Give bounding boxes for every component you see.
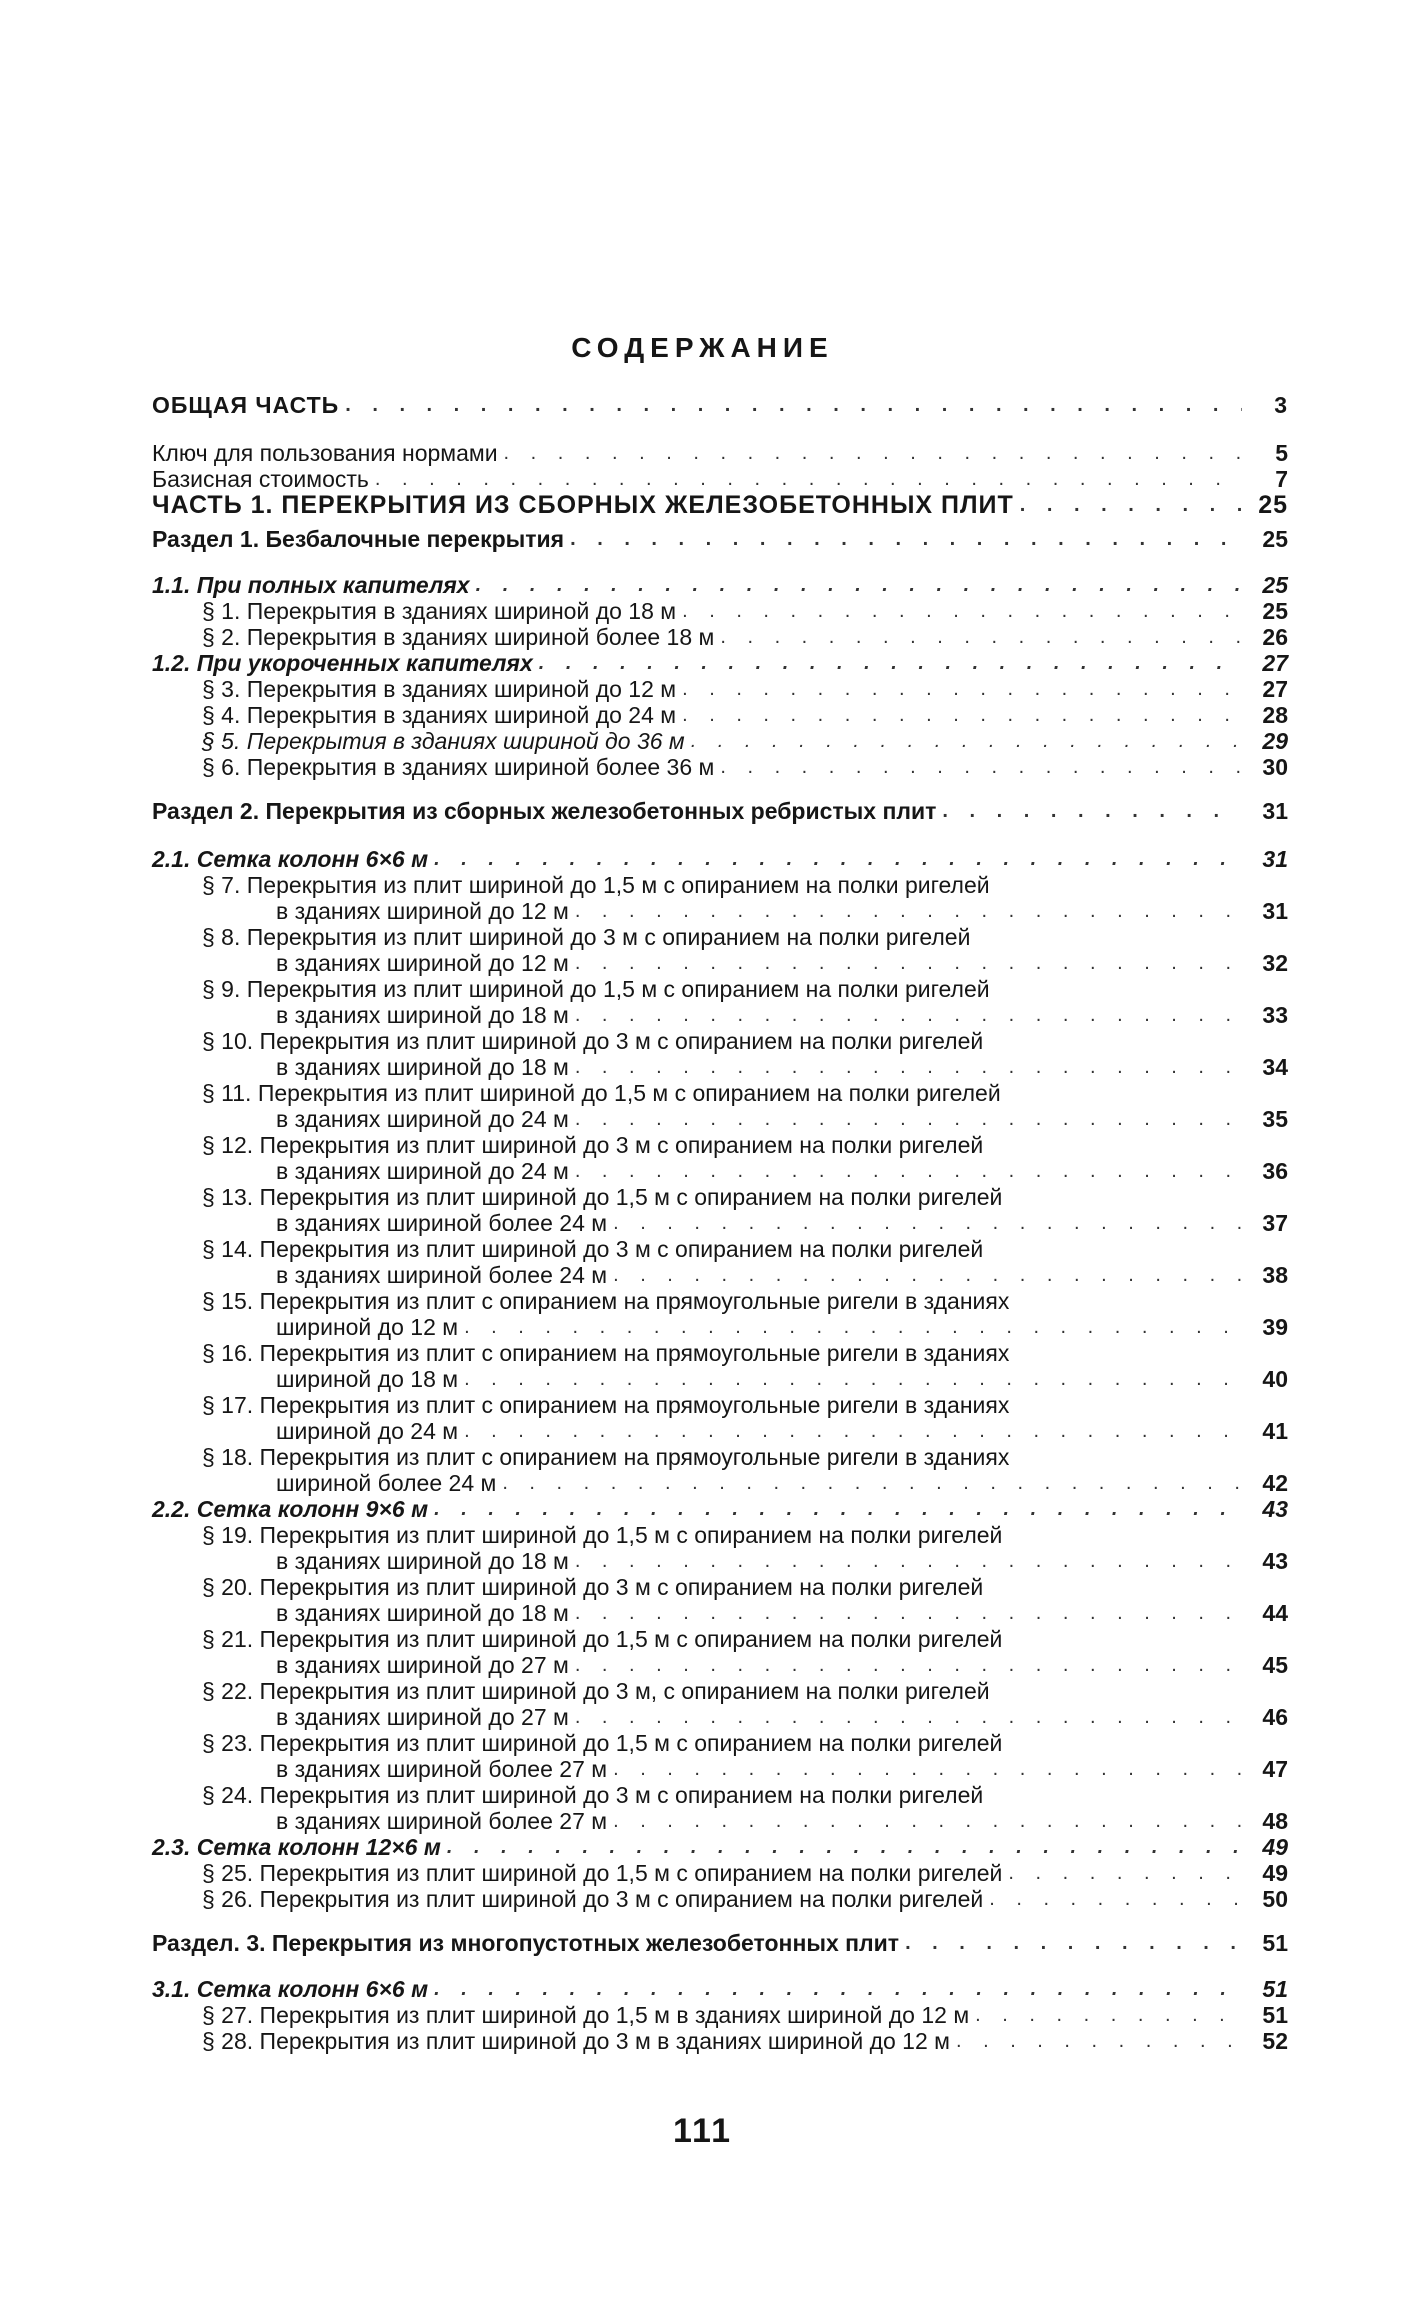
toc-entry-cont: в зданиях шириной более 24 м bbox=[276, 1262, 608, 1288]
toc-entry bbox=[152, 950, 1288, 976]
toc-entry-text: 3.1. Сетка колонн 6×6 м bbox=[152, 1976, 429, 2002]
toc-entry-cont: шириной до 12 м bbox=[276, 1314, 459, 1340]
toc-entry-page: 40 bbox=[1262, 1366, 1288, 1392]
toc-entry-page: 51 bbox=[1262, 1976, 1288, 2002]
toc-entry-page: 45 bbox=[1262, 1652, 1288, 1678]
toc-entry-page: 3 bbox=[1274, 392, 1288, 418]
toc-entry bbox=[152, 1652, 1288, 1678]
toc-entry-page: 35 bbox=[1262, 1106, 1288, 1132]
toc-entry-page: 43 bbox=[1262, 1548, 1288, 1574]
toc-entry-page: 31 bbox=[1262, 798, 1288, 824]
toc-entry bbox=[152, 728, 1288, 754]
toc-entry-page: 51 bbox=[1262, 1930, 1288, 1956]
toc-entry-page: 48 bbox=[1262, 1808, 1288, 1834]
toc-entry-page: 51 bbox=[1262, 2002, 1288, 2028]
toc-entry bbox=[152, 1976, 1288, 2002]
toc-entry-text: § 24. Перекрытия из плит шириной до 3 м с опиранием на полки ригелей bbox=[202, 1782, 984, 1808]
toc-entry bbox=[152, 1548, 1288, 1574]
toc-entry-page: 47 bbox=[1262, 1756, 1288, 1782]
toc-entry-text: § 2. Перекрытия в зданиях шириной более 18 м bbox=[202, 624, 715, 650]
toc-entry bbox=[152, 392, 1288, 418]
toc-entry-page: 25 bbox=[1262, 572, 1288, 598]
toc-entry bbox=[152, 440, 1288, 466]
toc-entry-text: § 14. Перекрытия из плит шириной до 3 м с опиранием на полки ригелей bbox=[202, 1236, 984, 1262]
toc-entry-page: 28 bbox=[1262, 702, 1288, 728]
toc-entry-text: § 1. Перекрытия в зданиях шириной до 18 м bbox=[202, 598, 677, 624]
toc-entry-page: 25 bbox=[1258, 491, 1288, 519]
toc-entry-page: 50 bbox=[1262, 1886, 1288, 1912]
toc-entry-page: 5 bbox=[1275, 440, 1288, 466]
toc-entry-text: § 15. Перекрытия из плит с опиранием на прямоугольные ригели в зданиях bbox=[202, 1288, 1010, 1314]
toc-entry-page: 44 bbox=[1262, 1600, 1288, 1626]
toc-entry-cont: шириной более 24 м bbox=[276, 1470, 497, 1496]
toc-entry-text: § 9. Перекрытия из плит шириной до 1,5 м с опиранием на полки ригелей bbox=[202, 976, 990, 1002]
toc-entry-page: 29 bbox=[1262, 728, 1288, 754]
toc-entry-text: Раздел 1. Безбалочные перекрытия bbox=[152, 526, 565, 552]
toc-entry-page: 41 bbox=[1262, 1418, 1288, 1444]
toc-entry bbox=[152, 1496, 1288, 1522]
toc-entry bbox=[152, 898, 1288, 924]
toc-entry bbox=[152, 1210, 1288, 1236]
page-number: 111 bbox=[673, 2112, 732, 2150]
toc-entry-text: § 16. Перекрытия из плит с опиранием на прямоугольные ригели в зданиях bbox=[202, 1340, 1010, 1366]
toc-entry-text: § 26. Перекрытия из плит шириной до 3 м с опиранием на полки ригелей bbox=[202, 1886, 984, 1912]
toc-entry-page: 34 bbox=[1262, 1054, 1288, 1080]
toc-entry-text: § 7. Перекрытия из плит шириной до 1,5 м с опиранием на полки ригелей bbox=[202, 872, 990, 898]
toc-entry bbox=[152, 526, 1288, 552]
toc-entry bbox=[152, 572, 1288, 598]
toc-entry-page: 49 bbox=[1262, 1834, 1288, 1860]
toc-entry-page: 49 bbox=[1262, 1860, 1288, 1886]
toc-entry-page: 33 bbox=[1262, 1002, 1288, 1028]
toc-entry-text: 2.2. Сетка колонн 9×6 м bbox=[152, 1496, 429, 1522]
toc-entry-text: § 27. Перекрытия из плит шириной до 1,5 м в зданиях шириной до 12 м bbox=[202, 2002, 970, 2028]
toc-entry-page: 37 bbox=[1262, 1210, 1288, 1236]
toc-entry bbox=[152, 1834, 1288, 1860]
toc-entry bbox=[152, 846, 1288, 872]
toc-entry-page: 25 bbox=[1262, 598, 1288, 624]
toc-entry-page: 7 bbox=[1275, 466, 1288, 492]
toc-entry bbox=[152, 1704, 1288, 1730]
toc-entry bbox=[152, 466, 1288, 492]
toc-entry-cont: в зданиях шириной до 18 м bbox=[276, 1054, 569, 1080]
toc-entry-text: § 23. Перекрытия из плит шириной до 1,5 м с опиранием на полки ригелей bbox=[202, 1730, 1003, 1756]
toc-entry bbox=[152, 2028, 1288, 2054]
toc-entry bbox=[152, 492, 1288, 518]
toc-entry-text: § 4. Перекрытия в зданиях шириной до 24 м bbox=[202, 702, 677, 728]
toc-entry-text: § 6. Перекрытия в зданиях шириной более 36 м bbox=[202, 754, 715, 780]
toc-entry-cont: в зданиях шириной более 27 м bbox=[276, 1756, 608, 1782]
toc-entry-cont: в зданиях шириной до 24 м bbox=[276, 1158, 569, 1184]
toc-entry bbox=[152, 1366, 1288, 1392]
toc-entry-text: § 10. Перекрытия из плит шириной до 3 м с опиранием на полки ригелей bbox=[202, 1028, 984, 1054]
toc-entry-text: § 12. Перекрытия из плит шириной до 3 м с опиранием на полки ригелей bbox=[202, 1132, 984, 1158]
toc-entry-text: § 22. Перекрытия из плит шириной до 3 м, с опиранием на полки ригелей bbox=[202, 1678, 990, 1704]
toc-entry-page: 52 bbox=[1262, 2028, 1288, 2054]
toc-entry bbox=[152, 754, 1288, 780]
toc-entry bbox=[152, 1158, 1288, 1184]
toc-entry-cont: в зданиях шириной более 24 м bbox=[276, 1210, 608, 1236]
toc-entry-page: 36 bbox=[1262, 1158, 1288, 1184]
toc-entry-text: ЧАСТЬ 1. ПЕРЕКРЫТИЯ ИЗ СБОРНЫХ ЖЕЛЕЗОБЕТОННЫХ ПЛИТ bbox=[152, 491, 1014, 519]
toc-entry-text: § 28. Перекрытия из плит шириной до 3 м в зданиях шириной до 12 м bbox=[202, 2028, 950, 2054]
toc-entry-text: § 21. Перекрытия из плит шириной до 1,5 м с опиранием на полки ригелей bbox=[202, 1626, 1003, 1652]
toc-entry-page: 43 bbox=[1262, 1496, 1288, 1522]
toc-entry bbox=[152, 676, 1288, 702]
toc-entry-text: Ключ для пользования нормами bbox=[152, 440, 498, 466]
toc-entry-page: 26 bbox=[1262, 624, 1288, 650]
toc-entry-page: 25 bbox=[1262, 526, 1288, 552]
toc-entry-text: Раздел 2. Перекрытия из сборных железобетонных ребристых плит bbox=[152, 798, 937, 824]
toc-entry-page: 46 bbox=[1262, 1704, 1288, 1730]
toc-entry-text: 2.1. Сетка колонн 6×6 м bbox=[152, 846, 429, 872]
toc-entry-cont: шириной до 24 м bbox=[276, 1418, 459, 1444]
toc-entry-page: 31 bbox=[1262, 898, 1288, 924]
toc-entry bbox=[152, 1262, 1288, 1288]
toc-entry-text: § 11. Перекрытия из плит шириной до 1,5 м с опиранием на полки ригелей bbox=[202, 1080, 1001, 1106]
toc-entry bbox=[152, 1930, 1288, 1956]
toc-entry bbox=[152, 2002, 1288, 2028]
toc-entry-cont: в зданиях шириной до 24 м bbox=[276, 1106, 569, 1132]
toc-entry-text: 1.1. При полных капителях bbox=[152, 572, 470, 598]
toc-entry bbox=[152, 1054, 1288, 1080]
toc-entry-cont: в зданиях шириной до 27 м bbox=[276, 1652, 569, 1678]
toc-entry bbox=[152, 598, 1288, 624]
toc-entry-text: § 13. Перекрытия из плит шириной до 1,5 м с опиранием на полки ригелей bbox=[202, 1184, 1003, 1210]
toc-entry-page: 27 bbox=[1262, 650, 1288, 676]
toc-entry-text: § 17. Перекрытия из плит с опиранием на прямоугольные ригели в зданиях bbox=[202, 1392, 1010, 1418]
toc-entry bbox=[152, 1418, 1288, 1444]
toc-entry-page: 32 bbox=[1262, 950, 1288, 976]
toc-entry-text: Базисная стоимость bbox=[152, 466, 369, 492]
toc-entry bbox=[152, 650, 1288, 676]
toc-entry-page: 42 bbox=[1262, 1470, 1288, 1496]
toc-entry-page: 38 bbox=[1262, 1262, 1288, 1288]
toc-entry-text: § 19. Перекрытия из плит шириной до 1,5 м с опиранием на полки ригелей bbox=[202, 1522, 1003, 1548]
toc-entry-page: 39 bbox=[1262, 1314, 1288, 1340]
toc-entry bbox=[152, 1002, 1288, 1028]
toc-entry-text: ОБЩАЯ ЧАСТЬ bbox=[152, 392, 340, 418]
toc-entry bbox=[152, 1756, 1288, 1782]
toc-entry bbox=[152, 1860, 1288, 1886]
toc-entry bbox=[152, 1470, 1288, 1496]
toc-entry-text: § 5. Перекрытия в зданиях шириной до 36 м bbox=[202, 728, 685, 754]
toc-entry-cont: в зданиях шириной до 18 м bbox=[276, 1002, 569, 1028]
toc-entry bbox=[152, 1600, 1288, 1626]
toc-entry-cont: в зданиях шириной более 27 м bbox=[276, 1808, 608, 1834]
toc-entry bbox=[152, 1106, 1288, 1132]
toc-entry bbox=[152, 624, 1288, 650]
toc-entry-cont: в зданиях шириной до 12 м bbox=[276, 898, 569, 924]
toc-entry-page: 30 bbox=[1262, 754, 1288, 780]
toc-entry-text: 2.3. Сетка колонн 12×6 м bbox=[152, 1834, 441, 1860]
toc-entry bbox=[152, 798, 1288, 824]
toc-entry-text: Раздел. 3. Перекрытия из многопустотных железобетонных плит bbox=[152, 1930, 900, 1956]
toc-entry-text: § 18. Перекрытия из плит с опиранием на прямоугольные ригели в зданиях bbox=[202, 1444, 1010, 1470]
toc-entry-page: 27 bbox=[1262, 676, 1288, 702]
toc-entry-page: 31 bbox=[1262, 846, 1288, 872]
toc-entry-text: 1.2. При укороченных капителях bbox=[152, 650, 533, 676]
toc-entry bbox=[152, 1808, 1288, 1834]
toc-entry-cont: в зданиях шириной до 12 м bbox=[276, 950, 569, 976]
page-title: СОДЕРЖАНИЕ bbox=[571, 332, 834, 363]
toc-entry-text: § 20. Перекрытия из плит шириной до 3 м с опиранием на полки ригелей bbox=[202, 1574, 984, 1600]
toc-entry-cont: шириной до 18 м bbox=[276, 1366, 459, 1392]
toc-entry-text: § 25. Перекрытия из плит шириной до 1,5 м с опиранием на полки ригелей bbox=[202, 1860, 1003, 1886]
toc-entry bbox=[152, 702, 1288, 728]
toc-entry-text: § 8. Перекрытия из плит шириной до 3 м с опиранием на полки ригелей bbox=[202, 924, 971, 950]
toc-entry-text: § 3. Перекрытия в зданиях шириной до 12 м bbox=[202, 676, 677, 702]
toc-entry bbox=[152, 1886, 1288, 1912]
toc-entry bbox=[152, 1314, 1288, 1340]
toc-entry-cont: в зданиях шириной до 27 м bbox=[276, 1704, 569, 1730]
toc-entry-cont: в зданиях шириной до 18 м bbox=[276, 1548, 569, 1574]
toc-entry-cont: в зданиях шириной до 18 м bbox=[276, 1600, 569, 1626]
